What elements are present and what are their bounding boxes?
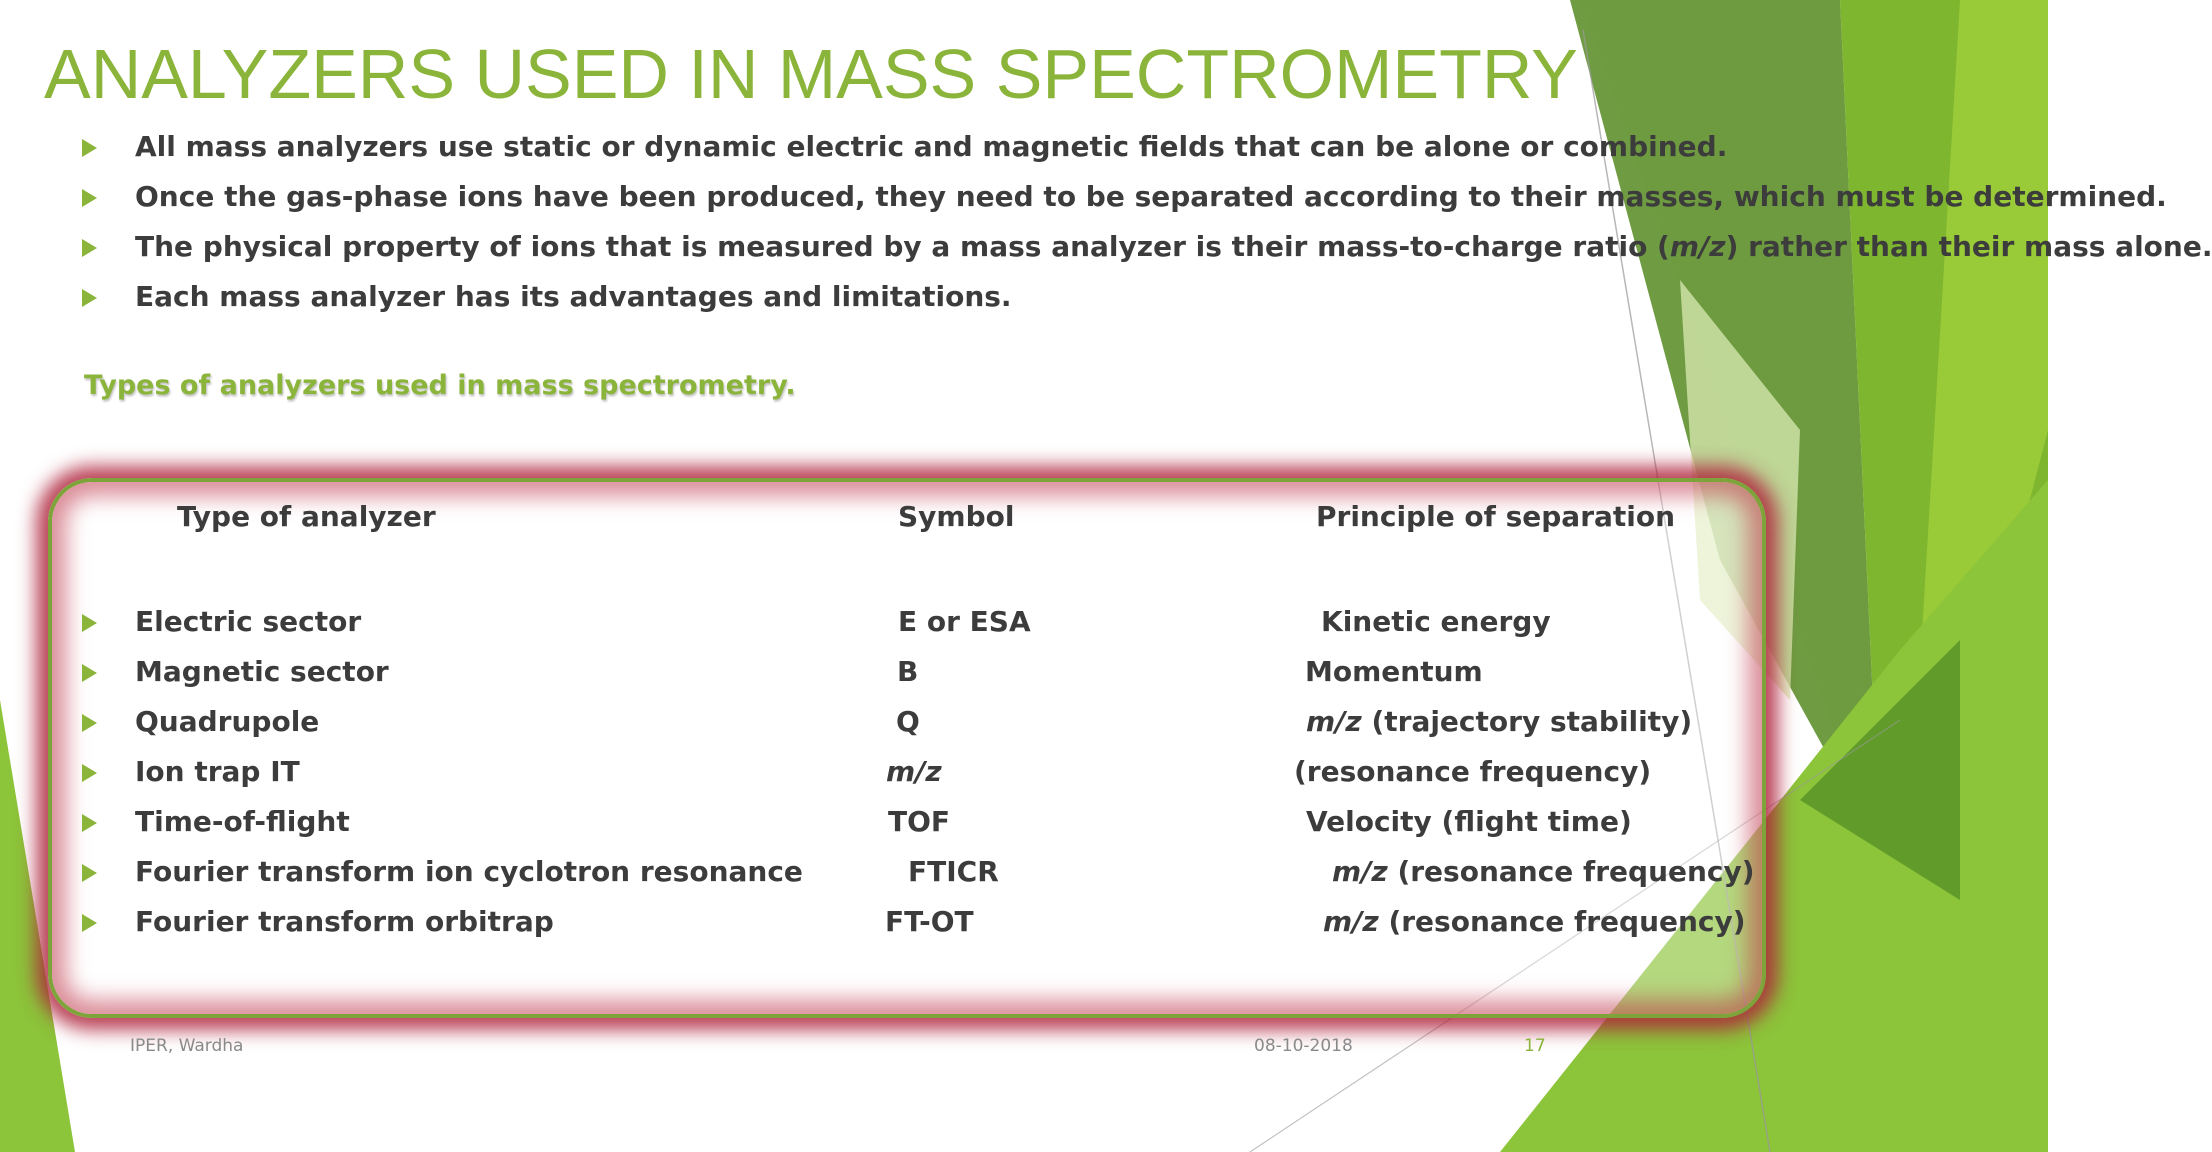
cell-principle-text: (resonance frequency) — [1387, 855, 1755, 888]
table-row — [0, 697, 2048, 747]
table-row — [0, 847, 2048, 897]
bullet-triangle-icon — [82, 239, 97, 257]
cell-principle — [1306, 697, 1692, 747]
header-type: Type of analyzer — [177, 500, 436, 533]
cell-type: Time-of-flight — [135, 805, 350, 838]
cell-principle — [1294, 747, 1651, 797]
table-row — [0, 747, 2048, 797]
bullet-triangle-icon — [82, 189, 97, 207]
row-triangle-icon — [82, 714, 97, 732]
cell-principle-text: (trajectory stability) — [1361, 705, 1693, 738]
cell-symbol — [908, 847, 999, 897]
cell-symbol-text: Q — [896, 705, 920, 738]
bullet-item — [78, 172, 2212, 222]
intro-bullet-list — [78, 122, 2212, 322]
bullet-text: Each mass analyzer has its advantages and limitations. — [135, 280, 1012, 313]
table-row — [0, 797, 2048, 847]
footer-page-number: 17 — [1524, 1036, 1546, 1056]
row-triangle-icon — [82, 614, 97, 632]
cell-principle-text: (resonance frequency) — [1294, 755, 1652, 788]
cell-principle-italic: m/z — [1323, 905, 1379, 938]
footer-date: 08-10-2018 — [1254, 1036, 1353, 1056]
bullet-text: Once the gas-phase ions have been produced, they need to be separated according to their masses, which must be determined. — [135, 180, 2167, 213]
cell-principle-italic: m/z — [1332, 855, 1388, 888]
header-principle: Principle of separation — [1316, 500, 1676, 533]
cell-type: Magnetic sector — [135, 655, 389, 688]
cell-principle — [1306, 797, 1632, 847]
cell-principle — [1332, 847, 1755, 897]
bullet-item — [78, 222, 2212, 272]
cell-type: Fourier transform orbitrap — [135, 905, 554, 938]
table-row — [0, 897, 2048, 947]
cell-symbol — [886, 747, 942, 797]
cell-principle — [1305, 647, 1483, 697]
row-triangle-icon — [82, 664, 97, 682]
cell-symbol-text: B — [897, 655, 919, 688]
cell-principle — [1321, 597, 1551, 647]
cell-type: Ion trap IT — [135, 755, 300, 788]
cell-symbol — [885, 897, 974, 947]
cell-type: Electric sector — [135, 605, 362, 638]
cell-principle-text: Kinetic energy — [1321, 605, 1551, 638]
row-triangle-icon — [82, 864, 97, 882]
table-subtitle: Types of analyzers used in mass spectrometry. — [84, 370, 796, 401]
table-row — [0, 597, 2048, 647]
cell-symbol — [896, 697, 920, 747]
cell-principle-text: Momentum — [1305, 655, 1483, 688]
table-row — [0, 647, 2048, 697]
cell-symbol-text: TOF — [888, 805, 951, 838]
cell-symbol — [897, 647, 918, 697]
row-triangle-icon — [82, 764, 97, 782]
row-triangle-icon — [82, 914, 97, 932]
cell-symbol-italic: m/z — [886, 755, 942, 788]
cell-symbol-text: E or ESA — [898, 605, 1031, 638]
cell-symbol-text: FT-OT — [885, 905, 974, 938]
bullet-text-part: ) rather than their mass alone. — [1725, 230, 2212, 263]
cell-symbol — [888, 797, 950, 847]
bullet-item — [78, 122, 2212, 172]
cell-principle-text: (resonance frequency) — [1378, 905, 1746, 938]
cell-symbol-text: FTICR — [908, 855, 999, 888]
bullet-item — [78, 272, 2212, 322]
bullet-text-italic: m/z — [1669, 230, 1726, 263]
cell-type: Fourier transform ion cyclotron resonance — [135, 855, 803, 888]
header-symbol: Symbol — [898, 500, 1015, 533]
slide-title: ANALYZERS USED IN MASS SPECTROMETRY — [44, 35, 1578, 113]
cell-type: Quadrupole — [135, 705, 320, 738]
bullet-text: All mass analyzers use static or dynamic electric and magnetic fields that can be alone or combined. — [135, 130, 1728, 163]
cell-symbol — [898, 597, 1031, 647]
bullet-triangle-icon — [82, 289, 97, 307]
cell-principle-text: Velocity (flight time) — [1306, 805, 1632, 838]
bullet-text-part: The physical property of ions that is measured by a mass analyzer is their mass-to-charge ratio ( — [135, 230, 1670, 263]
row-triangle-icon — [82, 814, 97, 832]
cell-principle — [1323, 897, 1746, 947]
bullet-triangle-icon — [82, 139, 97, 157]
footer-institution: IPER, Wardha — [130, 1036, 244, 1056]
cell-principle-italic: m/z — [1306, 705, 1362, 738]
